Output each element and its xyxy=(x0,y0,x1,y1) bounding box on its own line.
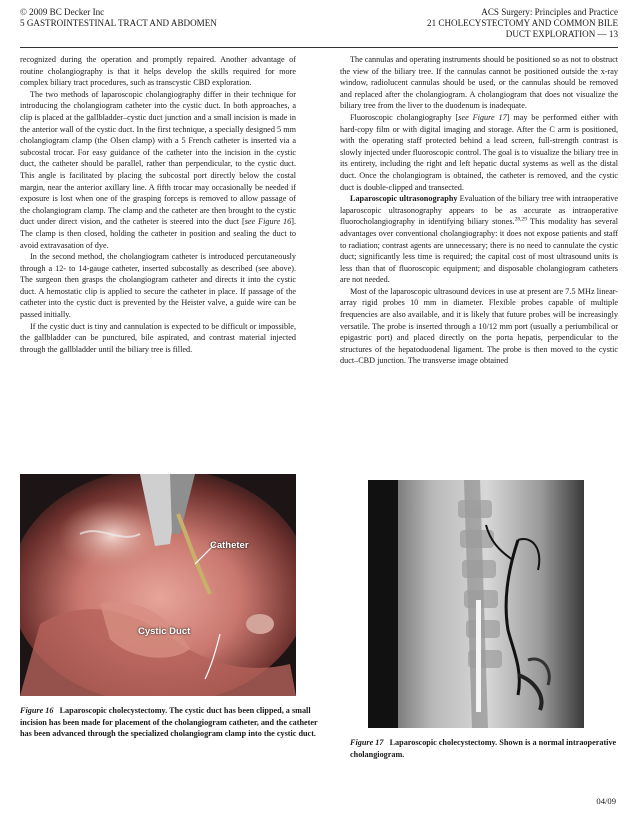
paragraph: recognized during the operation and promptly repaired. Another advantage of routine cholangiography is that it helps develop the skills required for more complex biliary tract procedures, such as transcystic CBD exploration. xyxy=(20,55,296,88)
chapter-line-2: DUCT EXPLORATION — 13 xyxy=(505,29,618,40)
figure-16-caption xyxy=(20,705,330,740)
paragraph xyxy=(20,89,296,251)
figure-number: Figure 16 xyxy=(20,706,54,715)
paragraph: Most of the laparoscopic ultrasound devices in use at present are 7.5 MHz linear-array rigid probes 10 mm in diameter. Flexible probes capable of multiple frequencies are also available, and it is likely that future probes will be increasingly versatile. The probe is inserted through a 10/12 mm port (usually a periumbilical or epigastric port) and placed directly on the porta hepatis, perpendicular to the structures of the hepatoduodenal ligament. The probe is then moved to the cystic duct–CBD junction. The transverse image obtained xyxy=(340,286,618,366)
paragraph xyxy=(340,193,618,286)
left-text-column xyxy=(20,54,296,355)
citation-superscript: 28,29 xyxy=(514,216,527,223)
caption-text: Laparoscopic cholecystectomy. The cystic duct has been clipped, a small incision has been made for placement of the cholangiogram catheter, and the catheter has been advanced through the specialized cholangiogram clamp into the cystic duct. xyxy=(20,706,318,739)
figure-reference: see Figure 16 xyxy=(244,217,292,227)
caption-text: Laparoscopic cholecystectomy. Shown is a normal intraoperative cholangiogram. xyxy=(350,738,617,759)
figure-reference: see Figure 17 xyxy=(458,112,507,122)
text-run: This modality has several advantages over conventional cholangiography: it does not expose patients and staff to radiation; contrast agents are unnecessary; there is no need to cannulate the cystic duct; significantly less time is required; the capital cost of most ultrasound units is less than that of fluoroscopic equipment; and disposable cholangiogram catheters are not needed. xyxy=(340,217,618,285)
figure-number: Figure 17 xyxy=(350,738,384,747)
paragraph: The cannulas and operating instruments should be positioned so as not to obstruct the view of the biliary tree. If the cannulas cannot be positioned outside the x-ray window, radiolucent cannulas should be used, or the cannulas should be removed and replaced after the cholangiogram. A cholangiogram that does not visualize the biliary tree from the liver to the duodenum is inadequate. xyxy=(340,55,618,111)
text-run: The two methods of laparoscopic cholangiography differ in their technique for introducing the cholangiogram catheter into the cystic duct. In both approaches, a clip is placed at the gallbladder–cystic duct junction and a small incision is made in the anterior wall of the cystic duct. In the first technique, a specially designed 5 mm cholangiogram clamp (the Olsen clamp) with a 5 French catheter is inserted via a subcostal trocar. For easy guidance of the catheter into the incision in the cystic duct, the catheter should be parallel, rather than perpendicular, to the cystic duct. This angle is facilitated by placing the subcostal port directly below the costal margin, near the anterior axillary line. A fifth trocar may occasionally be needed if exposure is lost when one of the grasping forceps is removed to allow passage of the cholangiogram clamp. The clamp and the catheter are then brought to the cystic duct under direct vision, and the catheter is steered into the duct [ xyxy=(20,89,296,227)
paragraph xyxy=(340,112,618,193)
text-run: Evaluation of the biliary tree with intraoperative laparoscopic ultrasonography appears to be as accurate as intraoperative fluorocholangiography in identifying biliary stones. xyxy=(340,194,619,227)
text-run: ]. The clamp is then closed, holding the catheter in position and sealing the duct to avoid extravasation of dye. xyxy=(20,217,296,250)
paragraph: If the cystic duct is tiny and cannulation is expected to be difficult or impossible, the gallbladder can be punctured, bile aspirated, and contrast material injected through the gallbladder until the biliary tree is filled. xyxy=(20,321,296,354)
page-folio: 04/09 xyxy=(596,796,616,806)
copyright-line: © 2009 BC Decker Inc xyxy=(20,7,105,17)
text-run: ] may be performed either with hard-copy film or with digital imaging and storage. After the C arm is positioned, with the operating staff protected behind a lead screen, full-strength contrast is slowly injected under fluoroscopic control. The goal is to visualize the biliary tree in its entirety, including the right and left hepatic ductal systems as well as the distal duct. Once the cholangiogram is obtained, the catheter is removed, and the cystic duct is double-clipped and transected. xyxy=(340,112,618,192)
figure-17-radiograph xyxy=(368,480,584,728)
figure-label-cystic-duct: Cystic Duct xyxy=(138,626,191,637)
figure-label-catheter: Catheter xyxy=(210,540,249,551)
text-run: Fluoroscopic cholangiography [ xyxy=(350,112,459,122)
laparoscopic-view-image xyxy=(20,474,296,696)
figure-16-photo xyxy=(20,474,296,696)
cholangiogram-image xyxy=(368,480,584,728)
book-title-line: ACS Surgery: Principles and Practice xyxy=(481,7,618,17)
header-rule xyxy=(20,47,618,48)
figure-17-caption xyxy=(350,737,622,760)
section-line: 5 GASTROINTESTINAL TRACT AND ABDOMEN xyxy=(20,18,217,29)
chapter-line-1: 21 CHOLECYSTECTOMY AND COMMON BILE xyxy=(427,18,618,29)
subsection-heading: Laparoscopic ultrasonography xyxy=(350,194,458,204)
paragraph: In the second method, the cholangiogram catheter is introduced percutaneously through a 12- to 14-gauge catheter, inserted subcostally as described (see above). The surgeon then grasps the cholangiogram catheter and directs it into the cystic duct. A hemostatic clip is applied to secure the catheter in place. If passage of the catheter into the cystic duct is prevented by the Heister valve, a guide wire can be passed initially. xyxy=(20,252,296,320)
running-header-right xyxy=(427,7,618,41)
running-header-left xyxy=(20,7,217,29)
right-text-column xyxy=(340,54,618,367)
